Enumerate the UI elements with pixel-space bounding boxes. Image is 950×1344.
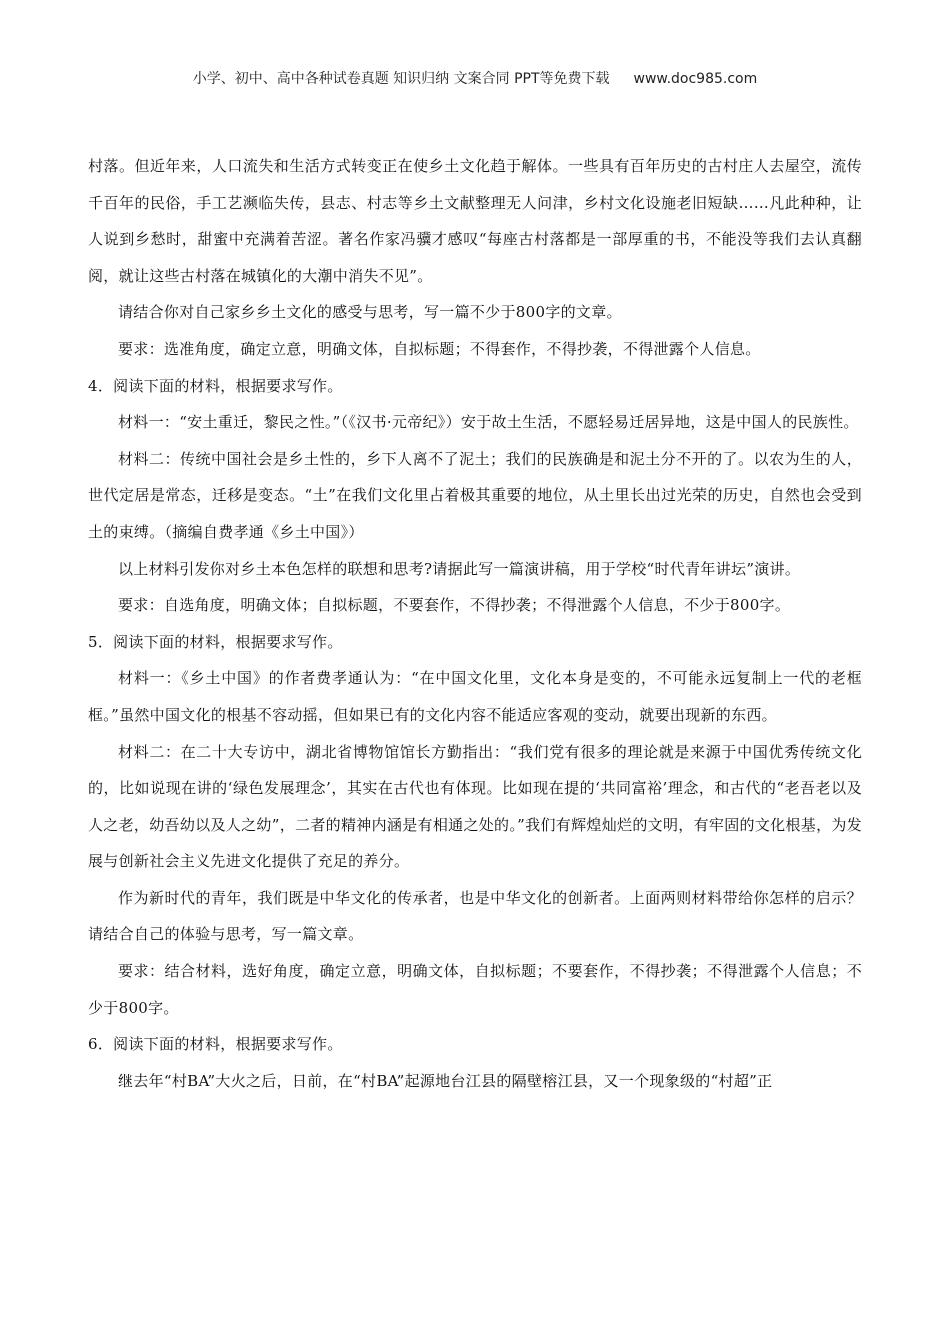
document-body bbox=[88, 148, 862, 1099]
paragraph: 材料二：传统中国社会是乡土性的，乡下人离不了泥土；我们的民族确是和泥土分不开的了。以农为生的人，世代定居是常态，迁移是变态。“土”在我们文化里占着极其重要的地位，从土里长出过光荣的历史，自然也会受到土的束缚。（摘编自费孝通《乡土中国》） bbox=[88, 449, 862, 541]
header-url[interactable]: www.doc985.com bbox=[633, 71, 758, 87]
paragraph: 要求：自选角度，明确文体；自拟标题，不要套作，不得抄袭；不得泄露个人信息，不少于800字。 bbox=[118, 596, 791, 615]
page-header bbox=[0, 68, 950, 88]
paragraph: 作为新时代的青年，我们既是中华文化的传承者，也是中华文化的创新者。上面两则材料带给你怎样的启示？请结合自己的体验与思考，写一篇文章。 bbox=[88, 888, 862, 944]
paragraph: 请结合你对自己家乡乡土文化的感受与思考，写一篇不少于800字的文章。 bbox=[118, 303, 622, 322]
paragraph: 材料一：《乡土中国》的作者费孝通认为：“在中国文化里，文化本身是变的，不可能永远复制上一代的老框框。”虽然中国文化的根基不容动摇，但如果已有的文化内容不能适应客观的变动，就要出现新的东西。 bbox=[88, 669, 862, 724]
paragraph: 村落。但近年来，人口流失和生活方式转变正在使乡土文化趋于解体。一些具有百年历史的古村庄人去屋空，流传千百年的民俗，手工艺濒临失传，县志、村志等乡土文献整理无人问津，乡村文化设施老旧短缺……凡此种种，让人说到乡愁时，甜蜜中充满着苦涩。著名作家冯骥才感叹“每座古村落都是一部厚重的书，不能没等我们去认真翻阅，就让这些古村落在城镇化的大潮中消失不见”。 bbox=[88, 157, 862, 285]
paragraph: 继去年“村BA”大火之后，日前，在“村BA”起源地台江县的隔壁榕江县，又一个现象级的“村超”正 bbox=[118, 1071, 773, 1090]
paragraph: 以上材料引发你对乡土本色怎样的联想和思考?请据此写一篇演讲稿，用于学校“时代青年讲坛”演讲。 bbox=[118, 559, 801, 578]
paragraph: 要求：选准角度，确定立意，明确文体，自拟标题；不得套作，不得抄袭，不得泄露个人信息。 bbox=[118, 339, 761, 358]
question-heading: 5．阅读下面的材料，根据要求写作。 bbox=[88, 632, 343, 651]
header-text: 小学、初中、高中各种试卷真题 知识归纳 文案合同 PPT等免费下载 bbox=[192, 71, 610, 87]
paragraph: 材料二：在二十大专访中，湖北省博物馆馆长方勤指出：“我们党有很多的理论就是来源于中国优秀传统文化的，比如说现在讲的‘绿色发展理念’，其实在古代也有体现。比如现在提的‘共同富裕’理念，和古代的“老吾老以及人之老，幼吾幼以及人之幼”，二者的精神内涵是有相通之处的。”我们有辉煌灿烂的文明，有牢固的文化根基，为发展与创新社会主义先进文化提供了充足的养分。 bbox=[88, 742, 862, 871]
paragraph: 要求：结合材料，选好角度，确定立意，明确文体，自拟标题；不要套作，不得抄袭；不得泄露个人信息；不少于800字。 bbox=[88, 962, 862, 1017]
question-heading: 6．阅读下面的材料，根据要求写作。 bbox=[88, 1035, 343, 1054]
question-heading: 4．阅读下面的材料，根据要求写作。 bbox=[88, 376, 343, 395]
paragraph: 材料一：“安土重迁，黎民之性。”（《汉书·元帝纪》）安于故土生活，不愿轻易迁居异地，这是中国人的民族性。 bbox=[118, 413, 859, 432]
